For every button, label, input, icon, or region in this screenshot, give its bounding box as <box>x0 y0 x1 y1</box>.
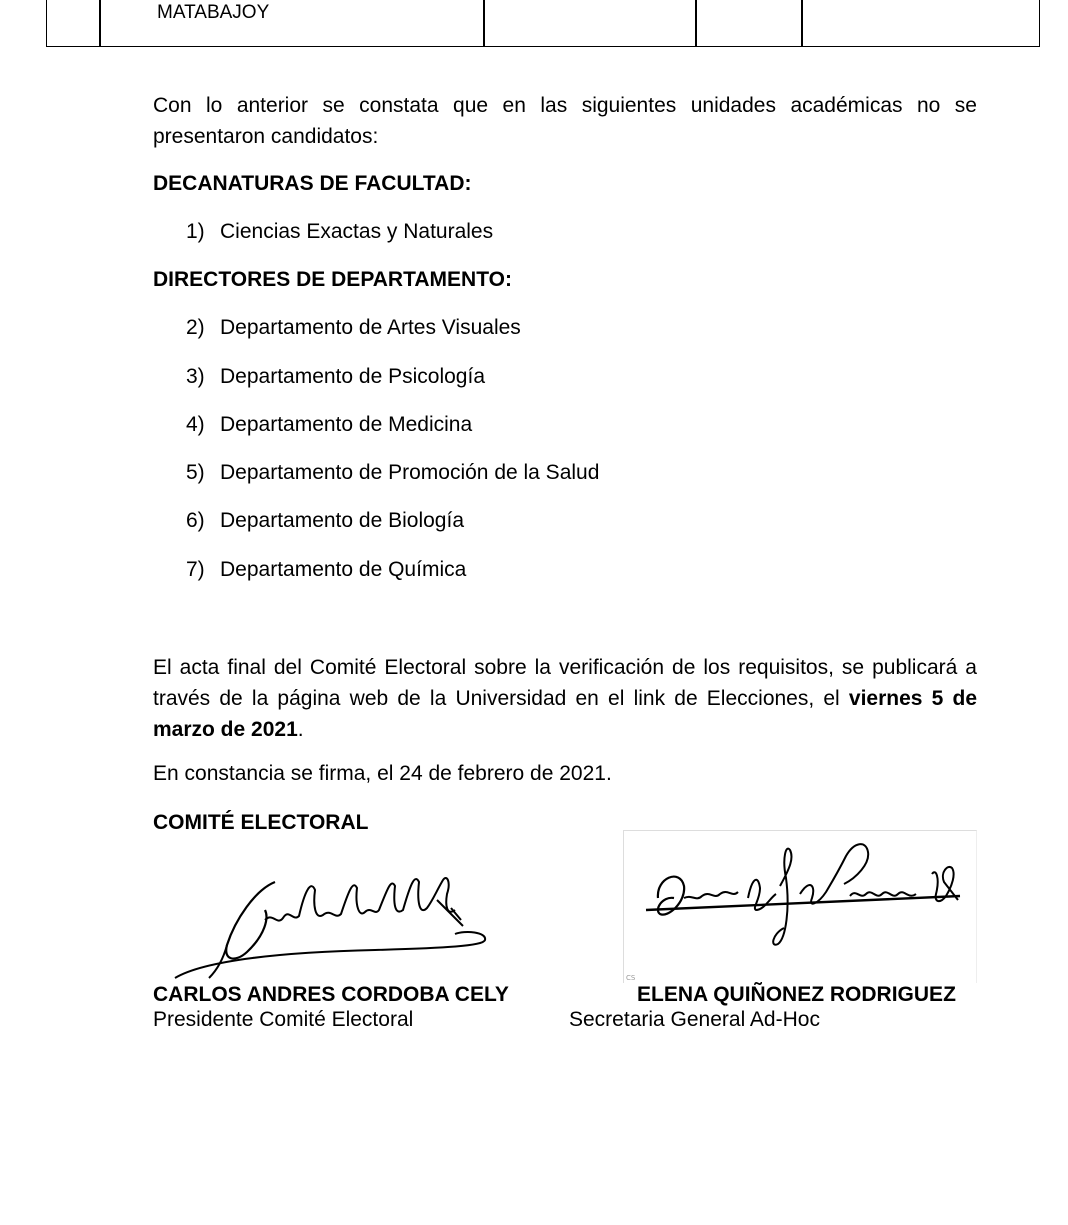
list-item: 4) Departamento de Medicina <box>186 413 473 436</box>
section-heading-directores: DIRECTORES DE DEPARTAMENTO: <box>153 268 512 291</box>
signatory-1-role: Presidente Comité Electoral <box>153 1008 414 1031</box>
list-item: 1) Ciencias Exactas y Naturales <box>186 220 494 243</box>
camscanner-stamp: CS <box>626 974 636 982</box>
table-divider <box>483 0 485 46</box>
signatory-2-role: Secretaria General Ad-Hoc <box>569 1008 820 1031</box>
list-item: 7) Departamento de Química <box>186 558 467 581</box>
signed-date-line: En constancia se firma, el 24 de febrero de 2021. <box>153 762 612 785</box>
signature-1-image <box>165 860 495 980</box>
signature-2-image <box>640 838 970 948</box>
list-item: 5) Departamento de Promoción de la Salud <box>186 461 600 484</box>
intro-paragraph: Con lo anterior se constata que en las siguientes unidades académicas no se presentaron candidatos: <box>153 94 977 148</box>
table-divider <box>801 0 803 46</box>
list-item: 2) Departamento de Artes Visuales <box>186 316 521 339</box>
signatory-2-name: ELENA QUIÑONEZ RODRIGUEZ <box>637 983 956 1006</box>
final-note-paragraph: El acta final del Comité Electoral sobre la verificación de los requisitos, se publicará a través de la página web de la Universidad en el link de Elecciones, el viernes 5 de marzo de 2021. <box>153 656 978 741</box>
section-heading-decanaturas: DECANATURAS DE FACULTAD: <box>153 172 472 195</box>
table-cell-name: MATABAJOY <box>157 2 270 23</box>
candidates-table-fragment <box>46 0 1040 47</box>
table-divider <box>695 0 697 46</box>
committee-heading: COMITÉ ELECTORAL <box>153 811 369 834</box>
table-divider <box>99 0 101 46</box>
signatory-1-name: CARLOS ANDRES CORDOBA CELY <box>153 983 509 1006</box>
list-item: 6) Departamento de Biología <box>186 509 464 532</box>
list-item: 3) Departamento de Psicología <box>186 365 485 388</box>
